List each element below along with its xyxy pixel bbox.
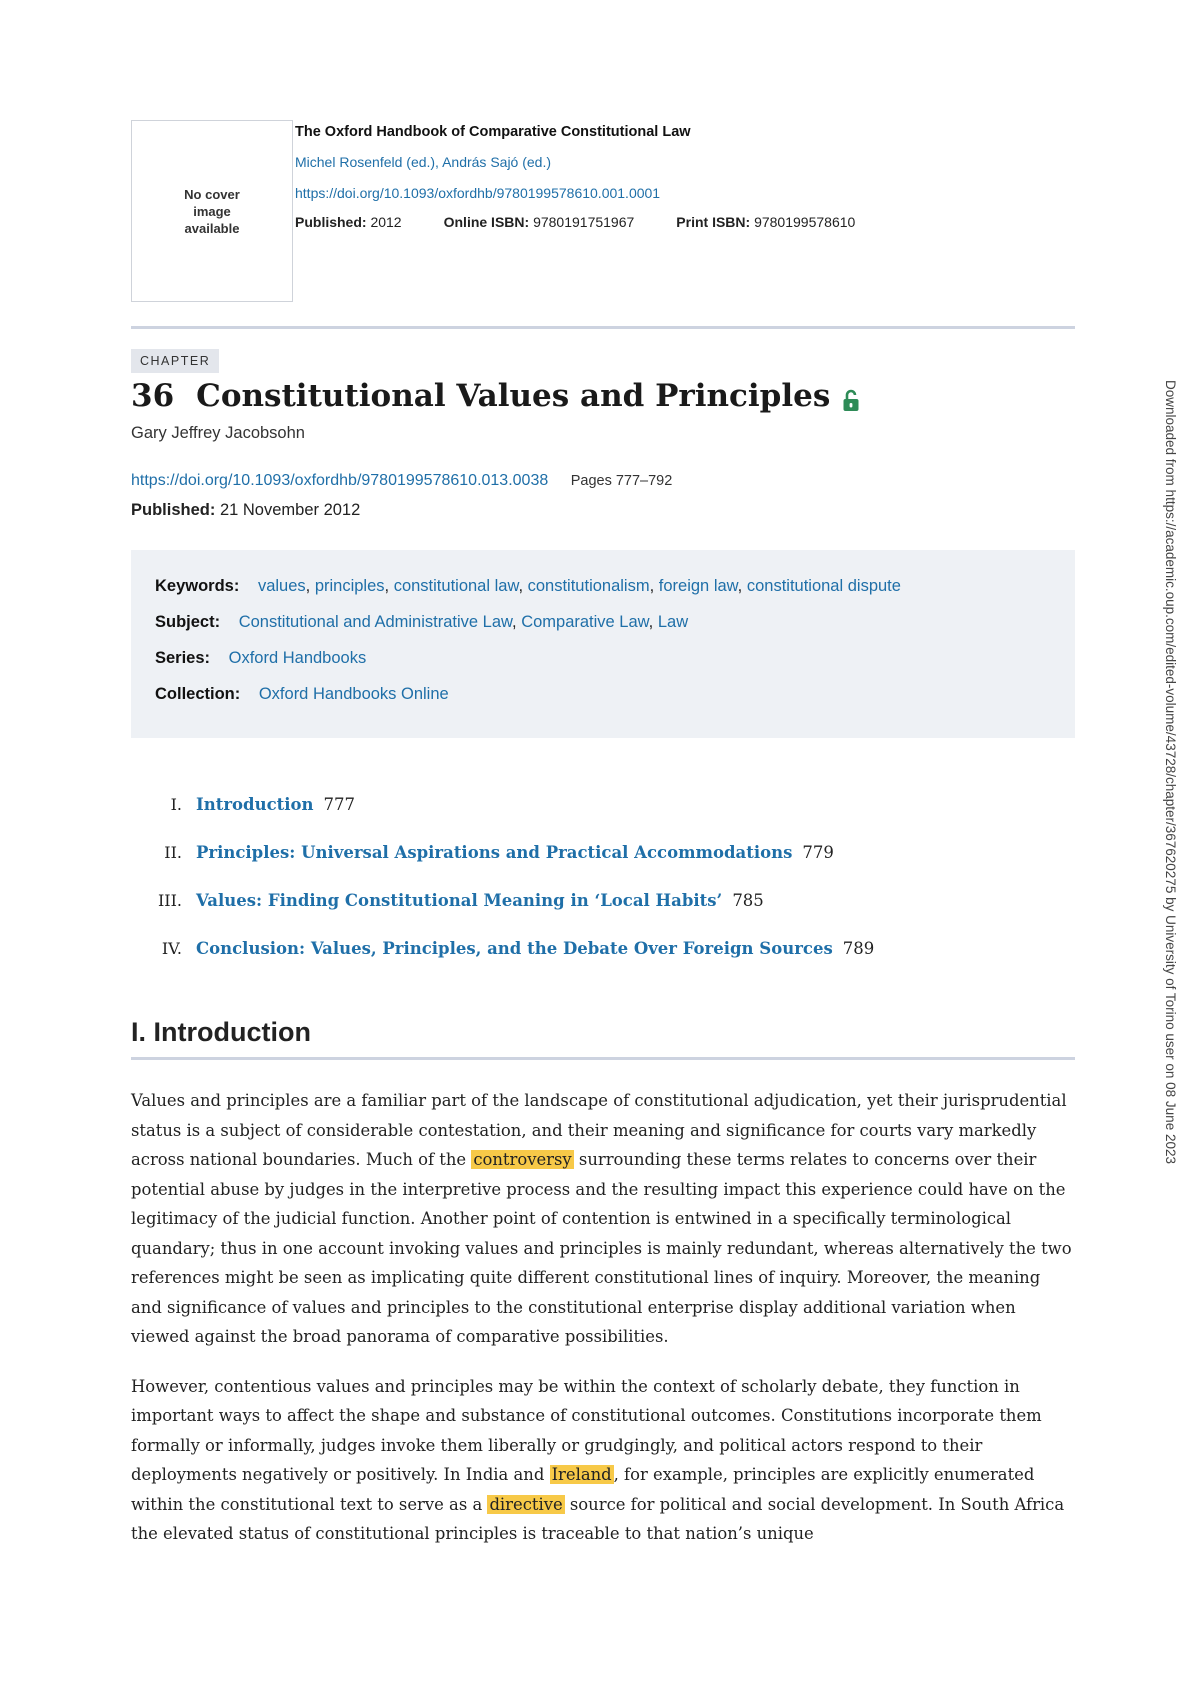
keyword-link[interactable]: values — [257, 577, 306, 595]
chapter-doi-line — [131, 472, 672, 490]
book-published-value: 2012 — [370, 214, 402, 230]
chapter-badge: CHAPTER — [131, 349, 219, 373]
book-editors-link[interactable]: Michel Rosenfeld (ed.), András Sajó (ed.) — [295, 154, 552, 170]
book-title: The Oxford Handbook of Comparative Constitutional Law — [295, 124, 691, 140]
highlighted-term: controversy — [473, 1150, 572, 1169]
toc-item-page: 777 — [323, 795, 356, 814]
book-published-label: Published: — [295, 214, 367, 230]
toc-item-link[interactable]: Values: Finding Constitutional Meaning in ‘Local Habits’ — [196, 891, 723, 910]
print-isbn-value: 9780199578610 — [754, 214, 856, 230]
paragraph-text: source for political and social development. In South Africa the elevated status of constitutional principles is traceable to that nation’s unique — [131, 1494, 1065, 1543]
chapter-published — [131, 501, 360, 520]
body-paragraph — [131, 1086, 1075, 1352]
highlighted-term: Ireland — [551, 1465, 612, 1484]
toc-item-number: II. — [164, 843, 182, 862]
section-body — [131, 1086, 1075, 1569]
subject-link[interactable]: Comparative Law — [521, 613, 649, 631]
section-heading: I. Introduction — [131, 1017, 311, 1047]
keywords-row: Keywords: values, principles, constitutional law, constitutionalism, foreign law, constitutional dispute — [155, 577, 901, 595]
online-isbn-value: 9780191751967 — [533, 214, 635, 230]
chapter-doi-link[interactable]: https://doi.org/10.1093/oxfordhb/9780199578610.013.0038 — [131, 472, 549, 489]
body-paragraph — [131, 1372, 1075, 1549]
highlighted-term: directive — [489, 1494, 563, 1514]
chapter-title-text: Constitutional Values and Principles — [196, 378, 831, 414]
paragraph-text: surrounding these terms relates to concerns over their potential abuse by judges in the interpretive process and the resulting impact this experience could have on the legitimacy of the judicial function. Another point of contention is entwined in a specifically terminological quandary; thus in one account invoking values and principles is mainly redundant, whereas alternatively the two references might be seen as implicating quite different constitutional lines of inquiry. Moreover, the meaning and significance of values and principles to the constitutional enterprise display additional variation when viewed against the broad panorama of comparative possibilities. — [131, 1150, 1072, 1346]
toc-item-page: 785 — [732, 891, 764, 910]
collection-link[interactable]: Oxford Handbooks Online — [258, 685, 449, 703]
download-note-text: Downloaded from https://academic.oup.com/edited-volume/43728/chapter/367620275 by University of Torino user on 08 June 2023 — [1163, 380, 1178, 1164]
toc-item-page: 789 — [842, 939, 875, 958]
print-isbn-label: Print ISBN: — [676, 214, 751, 230]
toc-item-number: I. — [170, 795, 182, 814]
toc-item-number: III. — [157, 891, 182, 910]
keyword-link[interactable]: principles — [314, 577, 385, 595]
toc-item-page: 779 — [802, 843, 834, 862]
book-doi-link[interactable]: https://doi.org/10.1093/oxfordhb/9780199578610.001.0001 — [295, 185, 661, 201]
subject-link[interactable]: Constitutional and Administrative Law — [238, 613, 513, 631]
series-link[interactable]: Oxford Handbooks — [228, 649, 367, 667]
series-label: Series: — [155, 649, 211, 667]
collection-label: Collection: — [155, 685, 241, 703]
chapter-title — [131, 378, 860, 414]
paragraph-text: Values and principles are a familiar part of the landscape of constitutional adjudication, yet their jurisprudential status is a subject of considerable contestation, and their meaning and significance for courts vary markedly across national boundaries. Much of the — [131, 1091, 1067, 1169]
keyword-link[interactable]: constitutionalism — [527, 577, 650, 595]
table-of-contents — [140, 795, 874, 987]
keyword-link[interactable]: constitutional law — [393, 577, 519, 595]
online-isbn-label: Online ISBN: — [443, 214, 530, 230]
toc-item-number: IV. — [161, 939, 182, 958]
open-access-lock-icon — [842, 384, 860, 408]
chapter-pages: Pages 777–792 — [570, 473, 673, 489]
toc-item — [140, 795, 874, 843]
toc-item-link[interactable]: Conclusion: Values, Principles, and the Debate Over Foreign Sources — [196, 939, 833, 958]
chapter-metadata-box — [131, 550, 1075, 738]
subject-row: Subject: Constitutional and Administrative Law, Comparative Law, Law — [155, 613, 689, 631]
subject-link[interactable]: Law — [657, 613, 689, 631]
keywords-label: Keywords: — [155, 577, 240, 595]
paragraph-text: , for example, principles are explicitly enumerated within the constitutional text to serve as a — [131, 1465, 1035, 1514]
keyword-link[interactable]: constitutional dispute — [746, 577, 901, 595]
chapter-published-label: Published: — [131, 501, 216, 519]
section-divider — [131, 1057, 1075, 1060]
collection-row — [155, 684, 1051, 704]
book-metadata — [295, 124, 897, 230]
toc-item-link[interactable]: Introduction — [196, 795, 314, 814]
book-cover-placeholder — [131, 120, 293, 302]
toc-item — [140, 843, 874, 891]
book-publication-info — [295, 214, 897, 230]
keyword-link[interactable]: foreign law — [658, 577, 738, 595]
cover-placeholder-text: No cover image available — [184, 186, 240, 236]
chapter-number: 36 — [131, 378, 175, 414]
paragraph-text: However, contentious values and principles may be within the context of scholarly debate, they function in important ways to affect the shape and substance of constitutional outcomes. Constitutions incorporate them formally or informally, judges invoke them liberally or grudgingly, and political actors respond to their deployments negatively or positively. In India and — [131, 1376, 1042, 1484]
header-divider — [131, 326, 1075, 329]
chapter-published-value: 21 November 2012 — [219, 501, 361, 519]
download-watermark — [1160, 380, 1180, 1330]
toc-item — [140, 939, 874, 987]
series-row — [155, 648, 1051, 668]
subject-label: Subject: — [155, 613, 221, 631]
chapter-author[interactable]: Gary Jeffrey Jacobsohn — [131, 424, 305, 442]
toc-item-link[interactable]: Principles: Universal Aspirations and Practical Accommodations — [196, 843, 793, 862]
toc-item — [140, 891, 874, 939]
